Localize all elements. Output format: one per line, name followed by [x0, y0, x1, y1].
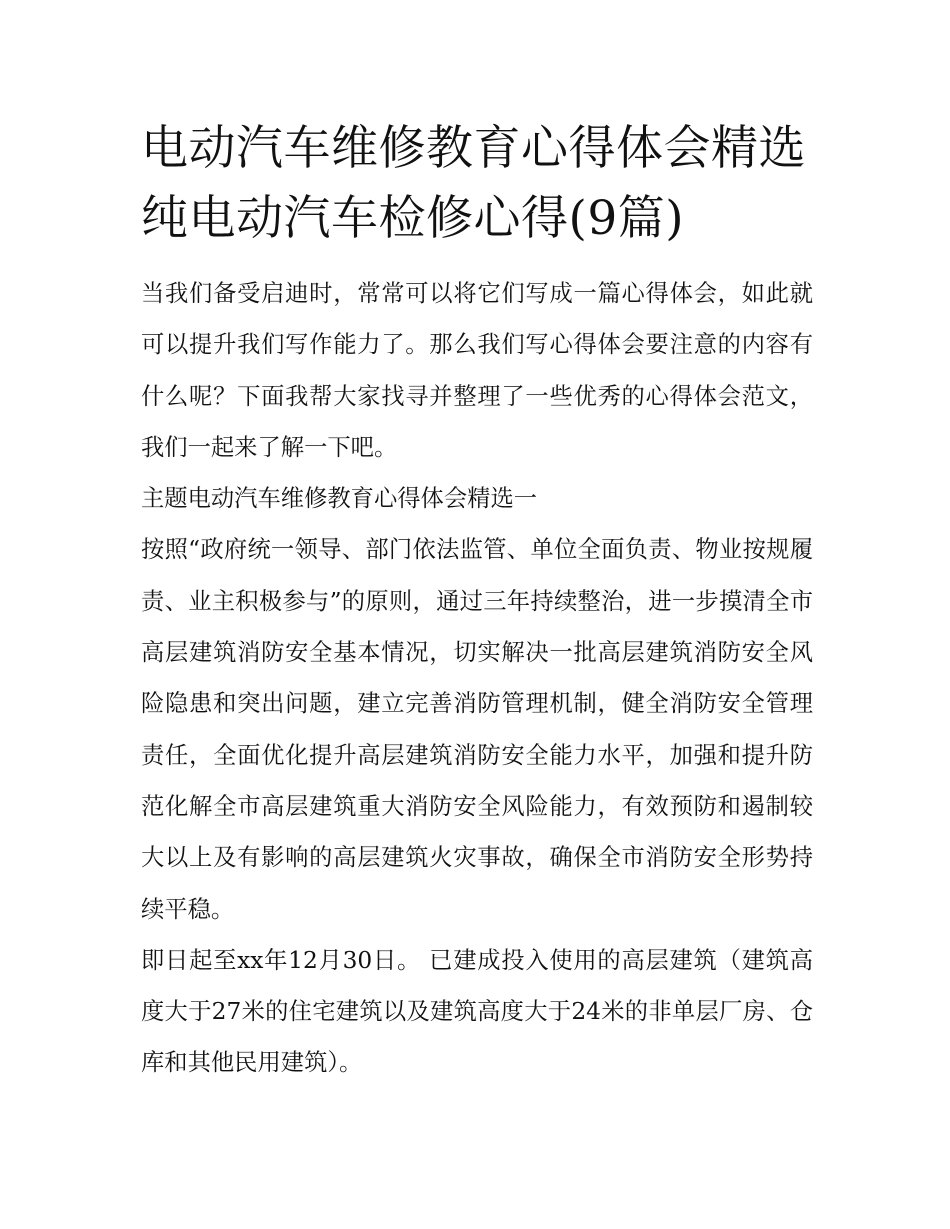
document-content	[141, 114, 813, 1089]
document-body	[141, 268, 813, 1089]
principle-paragraph: 按照“政府统一领导、部门依法监管、单位全面负责、物业按规履责、业主积极参与”的原则，通过三年持续整治，进一步摸清全市高层建筑消防安全基本情况，切实解决一批高层建筑消防安全风险隐患和突出问题，建立完善消防管理机制，健全消防安全管理责任，全面优化提升高层建筑消防安全能力水平，加强和提升防范化解全市高层建筑重大消防安全风险能力，有效预防和遏制较大以上及有影响的高层建筑火灾事故，确保全市消防安全形势持续平稳。	[141, 536, 813, 923]
document-title: 电动汽车维修教育心得体会精选 纯电动汽车检修心得(9篇)	[141, 121, 806, 246]
intro-paragraph: 当我们备受启迪时，常常可以将它们写成一篇心得体会，如此就可以提升我们写作能力了。那么我们写心得体会要注意的内容有什么呢？下面我帮大家找寻并整理了一些优秀的心得体会范文，我们一起来了解一下吧。	[141, 280, 813, 461]
scope-paragraph: 即日起至xx年12月30日。 已建成投入使用的高层建筑（建筑高度大于27米的住宅建筑以及建筑高度大于24米的非单层厂房、仓库和其他民用建筑）。	[141, 946, 813, 1077]
section-heading: 主题电动汽车维修教育心得体会精选一	[141, 485, 538, 513]
